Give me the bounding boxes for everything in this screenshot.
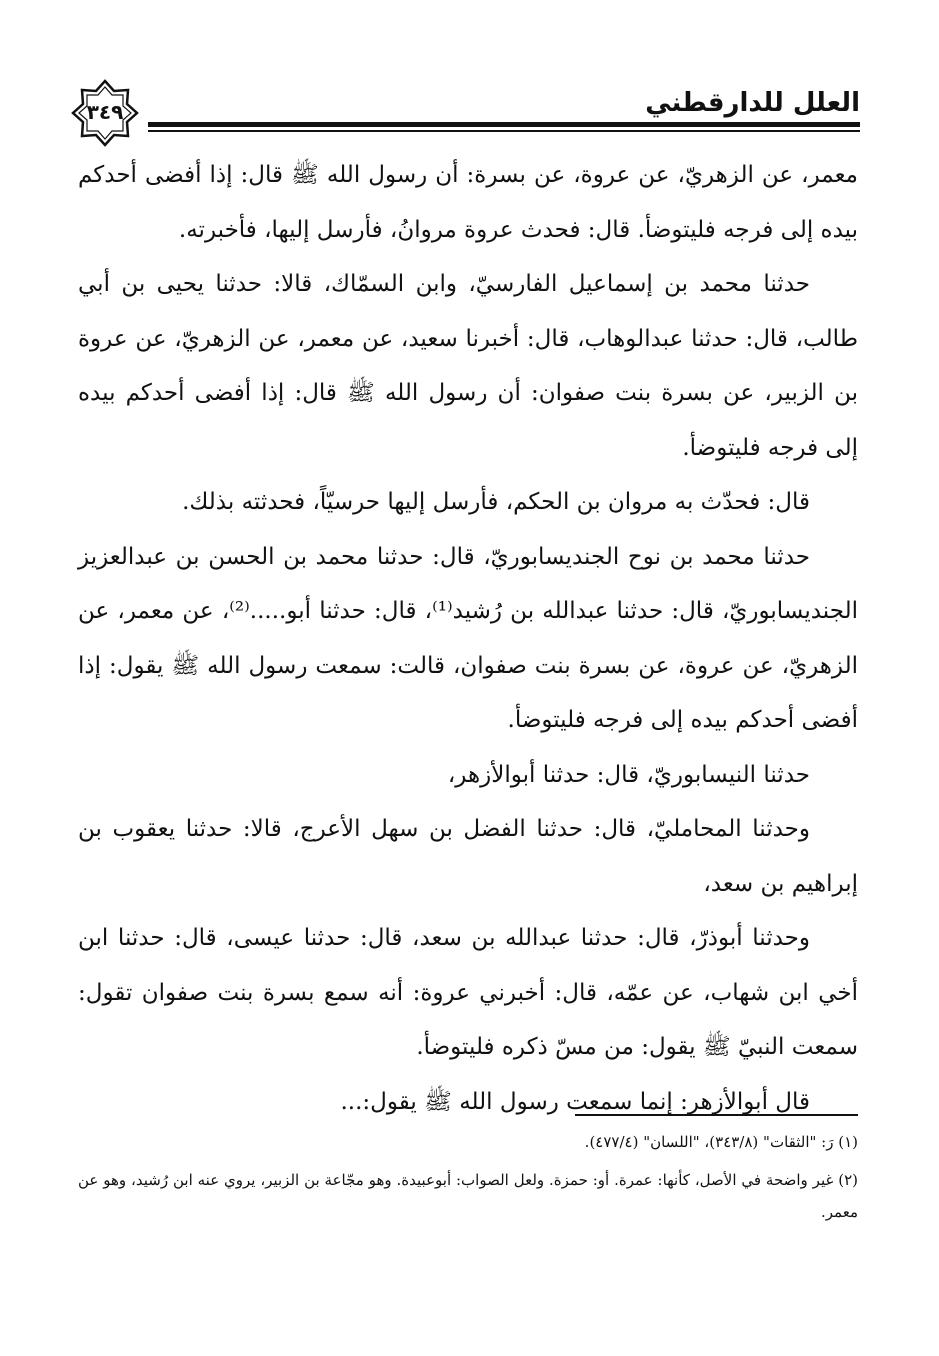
paragraph: حدثنا محمد بن نوح الجنديسابوريّ، قال: حدثنا محمد بن الحسن بن عبدالعزيز الجنديسابوريّ، قال: حدثنا عبدالله بن رُشيد⁽¹⁾، قال: حدثنا أبو.....⁽²⁾، عن معمر، عن الزهريّ، عن عروة، عن بسرة بنت صفوان، قالت: سمعت رسول الله ﷺ يقول: إذا أفضى أحدكم بيده إلى فرجه فليتوضأ. <box>78 543 858 733</box>
paragraph: قال أبوالأزهر: إنما سمعت رسول الله ﷺ يقول:... <box>340 1088 810 1115</box>
header-rule-thick <box>148 122 860 127</box>
footnotes <box>78 1126 858 1228</box>
paragraph: قال: فحدّث به مروان بن الحكم، فأرسل إليها حرسيّاً، فحدثته بذلك. <box>182 489 810 515</box>
main-text <box>78 148 858 1129</box>
footnote: (٢) غير واضحة في الأصل، كأنها: عمرة. أو: حمزة. ولعل الصواب: أبوعبيدة. وهو مجّاعة بن الزبير، يروي عنه ابن رُشيد، وهو عن معمر. <box>78 1171 858 1221</box>
paragraph: معمر، عن الزهريّ، عن عروة، عن بسرة: أن رسول الله ﷺ قال: إذا أفضى أحدكم بيده إلى فرجه فليتوضأ. قال: فحدث عروة مروانُ، فأرسل إليها، فأخبرته. <box>78 162 858 243</box>
page-header <box>70 78 860 148</box>
footnote: (١) رَ: "الثقات" (٣٤٣/٨)، "اللسان" (٤٧٧/٤). <box>584 1133 858 1151</box>
running-title: العلل للدارقطني <box>645 88 860 118</box>
paragraph: حدثنا محمد بن إسماعيل الفارسيّ، وابن السمّاك، قالا: حدثنا يحيى بن أبي طالب، قال: حدثنا عبدالوهاب، قال: أخبرنا سعيد، عن معمر، عن الزهريّ، عن عروة بن الزبير، عن بسرة بنت صفوان: أن رسول الله ﷺ قال: إذا أفضى أحدكم بيده إلى فرجه فليتوضأ. <box>78 271 858 461</box>
paragraph: وحدثنا أبوذرّ، قال: حدثنا عبدالله بن سعد، قال: حدثنا عيسى، قال: حدثنا ابن أخي ابن شهاب، عن عمّه، قال: أخبرني عروة: أنه سمع بسرة بنت صفوان تقول: سمعت النبيّ ﷺ يقول: من مسّ ذكره فليتوضأ. <box>78 925 858 1060</box>
page-number: ٣٤٩ <box>86 100 124 124</box>
header-rule-thin <box>148 130 860 132</box>
paragraph: وحدثنا المحامليّ، قال: حدثنا الفضل بن سهل الأعرج، قالا: حدثنا يعقوب بن إبراهيم بن سعد، <box>78 816 858 897</box>
footnote-separator <box>575 1114 858 1116</box>
paragraph: حدثنا النيسابوريّ، قال: حدثنا أبوالأزهر، <box>447 761 810 788</box>
